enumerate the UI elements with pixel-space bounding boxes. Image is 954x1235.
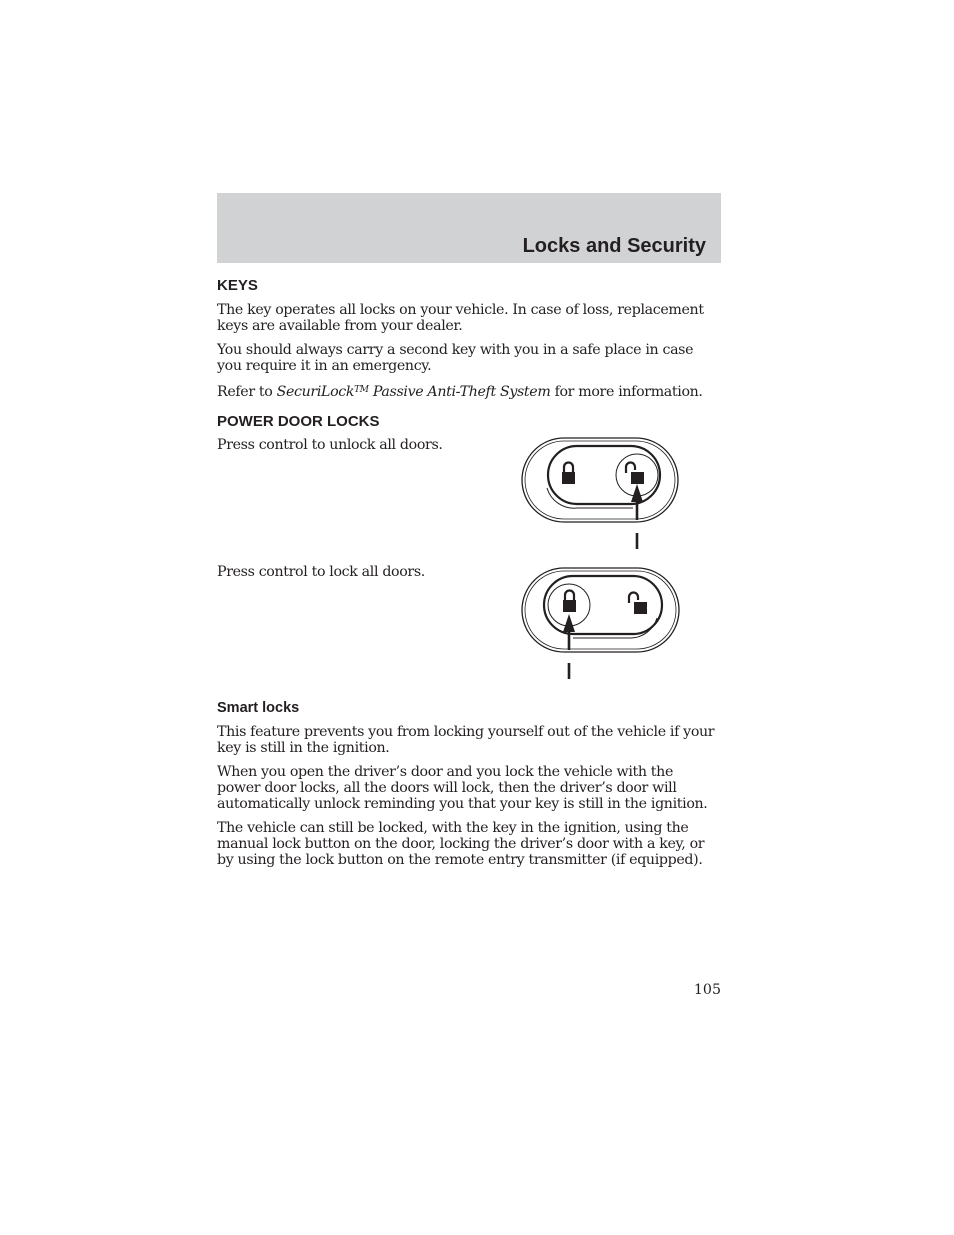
power-door-locks-heading: POWER DOOR LOCKS — [217, 413, 380, 430]
smart-locks-heading: Smart locks — [217, 700, 300, 716]
text-line: power door locks, all the doors will lock, then the driver’s door will — [217, 780, 677, 796]
keys-paragraph-3 — [217, 382, 723, 400]
trademark-mark: TM — [354, 385, 369, 395]
text-line: You should always carry a second key with you in a safe place in case — [217, 342, 694, 358]
keys-paragraph-2 — [217, 342, 723, 374]
text-line: key is still in the ignition. — [217, 740, 390, 756]
smart-locks-paragraph-3 — [217, 820, 723, 868]
text-line: This feature prevents you from locking yourself out of the vehicle if your — [217, 724, 715, 740]
text-line: When you open the driver’s door and you lock the vehicle with the — [217, 764, 673, 780]
system-name: Passive Anti-Theft System — [368, 384, 551, 400]
text-line: Press control to unlock all doors. — [217, 437, 443, 453]
text-line: you require it in an emergency. — [217, 358, 432, 374]
refer-suffix: for more information. — [550, 384, 703, 400]
text-line: automatically unlock reminding you that your key is still in the ignition. — [217, 796, 708, 812]
text-line: Press control to lock all doors. — [217, 564, 425, 580]
text-line: The vehicle can still be locked, with the key in the ignition, using the — [217, 820, 689, 836]
keys-heading: KEYS — [217, 277, 258, 294]
text-line: keys are available from your dealer. — [217, 318, 463, 334]
text-line: by using the lock button on the remote entry transmitter (if equipped). — [217, 852, 703, 868]
keys-paragraph-1 — [217, 302, 723, 334]
unlock-control-figure — [515, 432, 685, 554]
smart-locks-paragraph-1 — [217, 724, 723, 756]
lock-control-figure — [515, 562, 685, 684]
refer-prefix: Refer to — [217, 384, 277, 400]
securilock-name: SecuriLock — [276, 384, 355, 400]
text-line: manual lock button on the door, locking the driver’s door with a key, or — [217, 836, 705, 852]
text-line: The key operates all locks on your vehicle. In case of loss, replacement — [217, 302, 704, 318]
section-title: Locks and Security — [522, 235, 706, 257]
page-number: 105 — [693, 982, 721, 998]
text-line — [217, 382, 723, 400]
section-header-band — [217, 193, 721, 263]
smart-locks-paragraph-2 — [217, 764, 723, 812]
